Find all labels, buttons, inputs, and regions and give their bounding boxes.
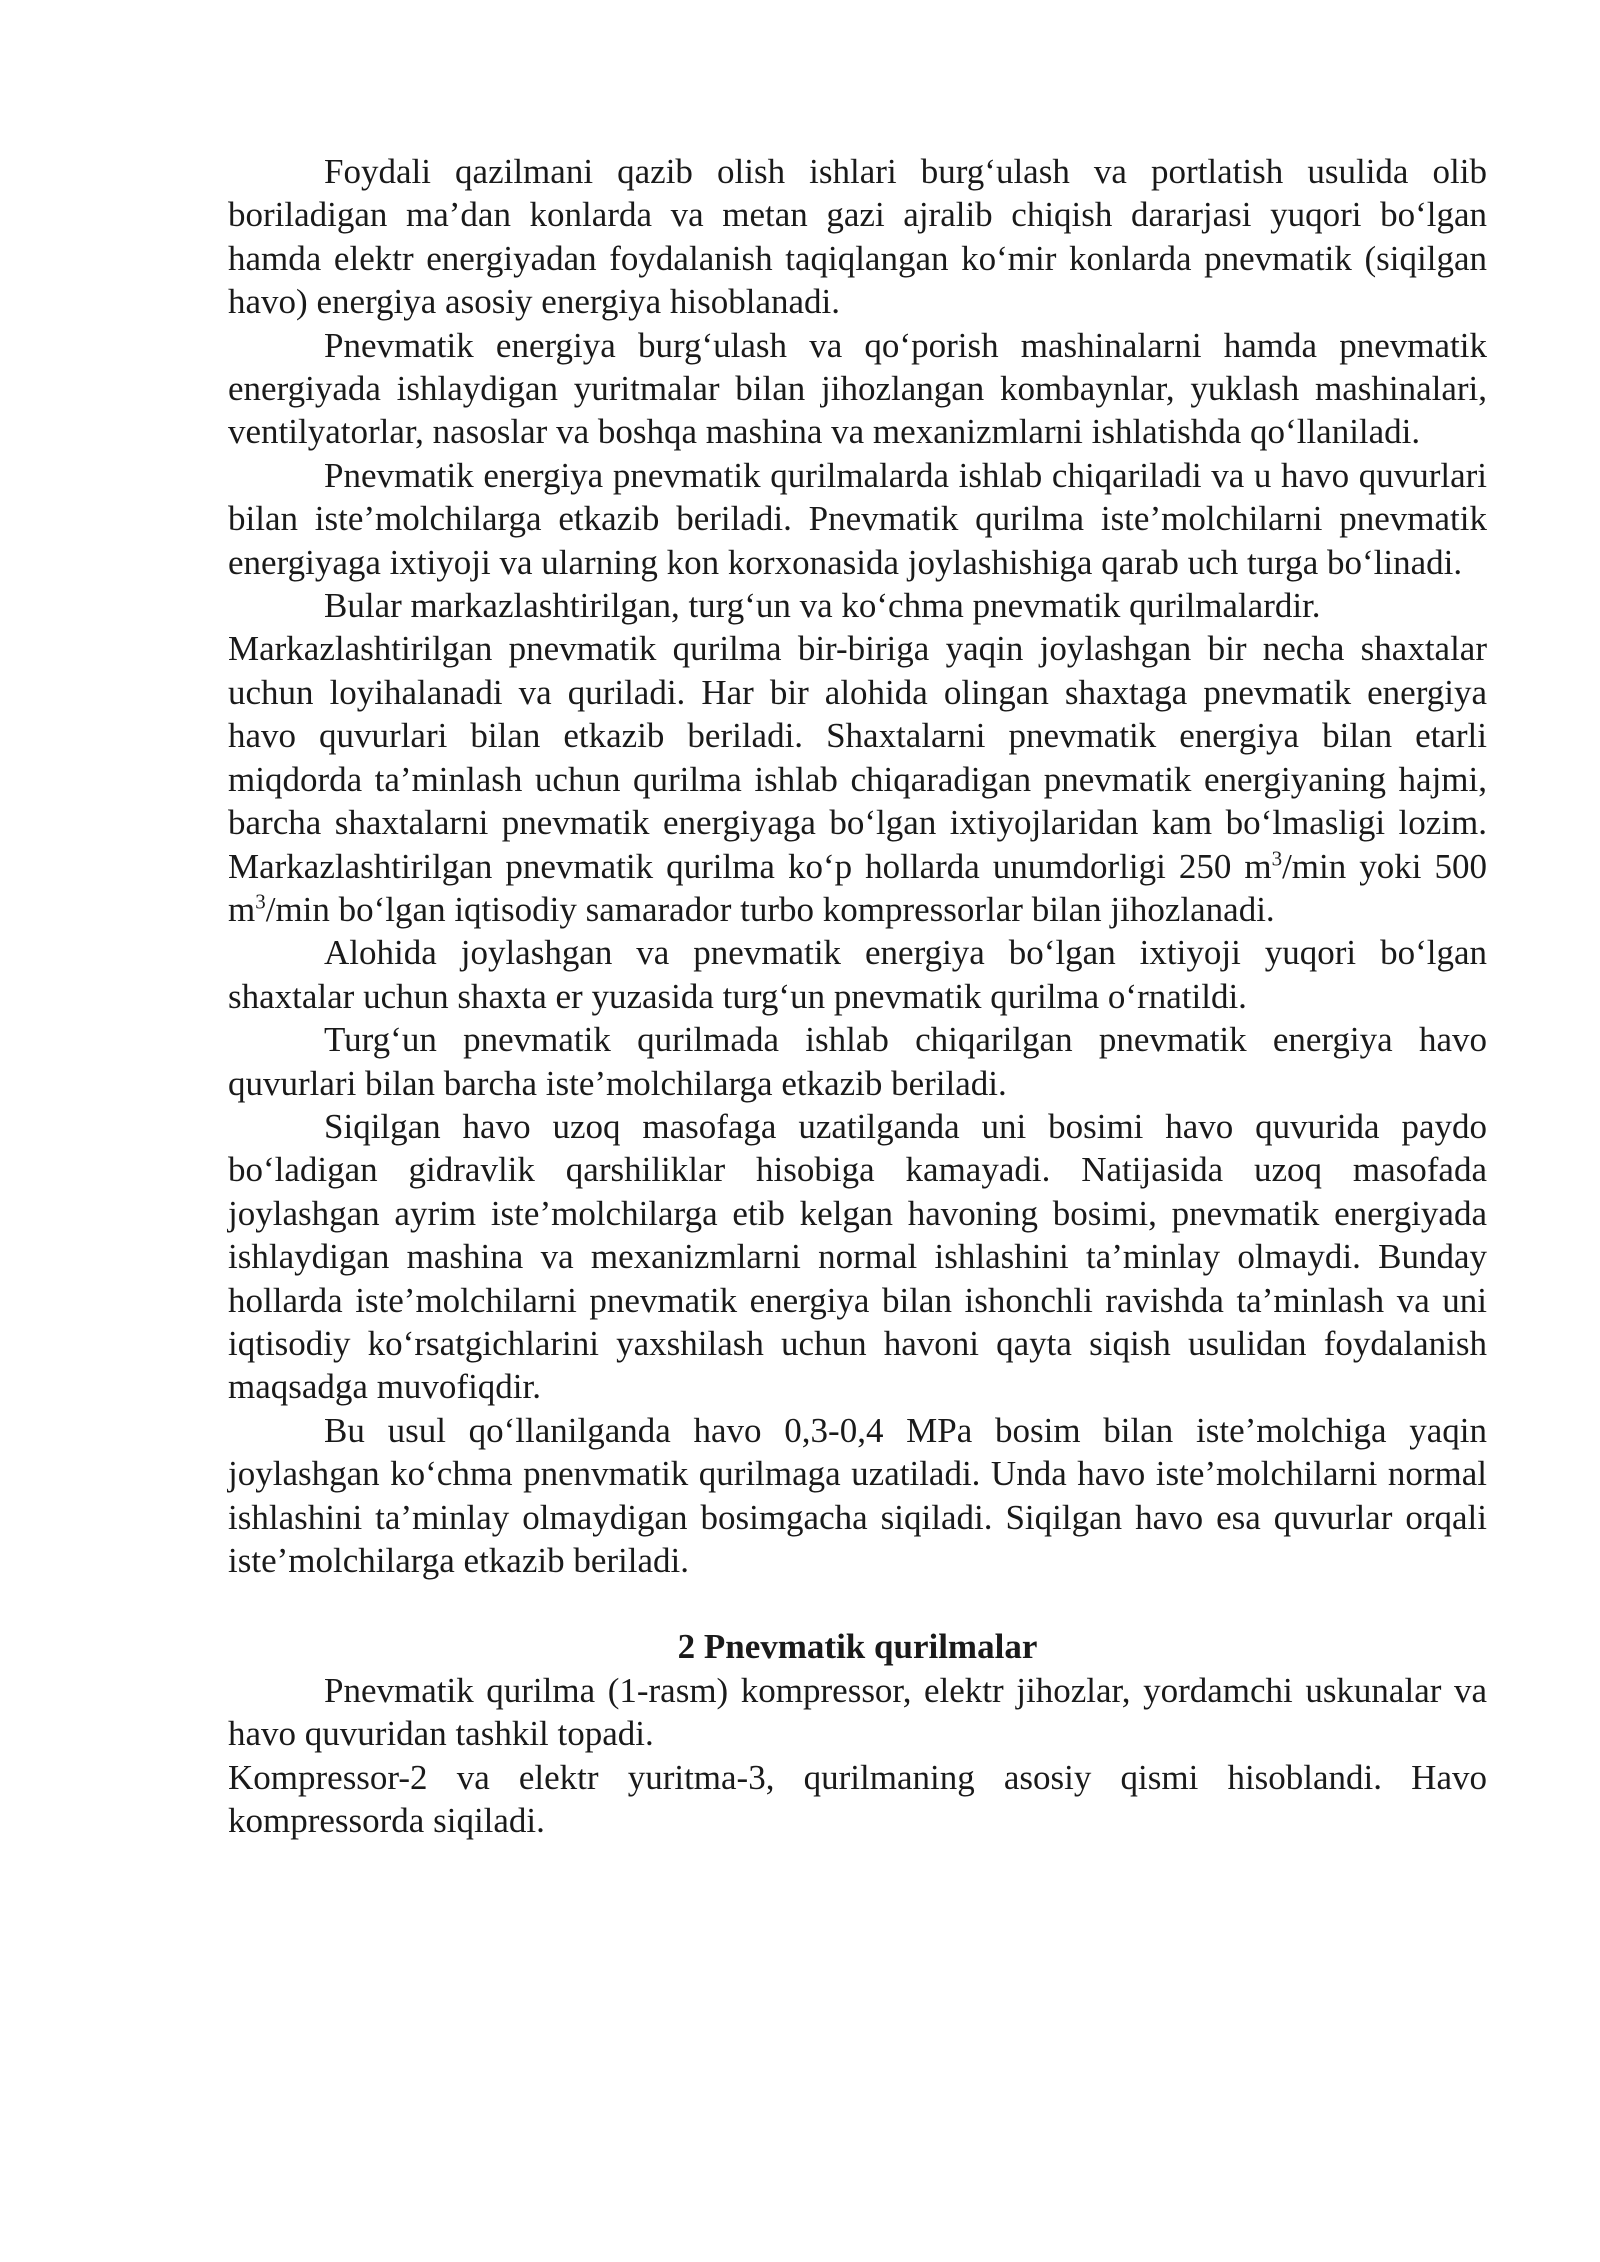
paragraph-intro: Foydali qazilmani qazib olish ishlari burg‘ulash va portlatish usulida olib boriladigan ma’dan konlarda va metan gazi ajralib chiqish dararjasi yuqori bo‘lgan hamda elektr energiyadan foydalanish taqiqlangan ko‘mir konlarda pnevmatik (siqilgan havo) energiya asosiy energiya hisoblanadi.: [228, 152, 1487, 322]
superscript-cube: 3: [1271, 845, 1283, 870]
paragraph-centralized-text: Markazlashtirilgan pnevmatik qurilma bir-biriga yaqin joylashgan bir necha shaxtalar uchun loyihalanadi va quriladi. Har bir alohida olingan shaxtaga pnevmatik energiya havo quvurlari bilan etkazib beriladi. Shaxtalarni pnevmatik energiya bilan etarli miqdorda ta’minlash uchun qurilma ishlab chiqaradigan pnevmatik energiyaning hajmi, barcha shaxtalarni pnevmatik energiyaga bo‘lgan ixtiyojlaridan kam bo‘lmasligi lozim. Markazlashtirilgan pnevmatik qurilma ko‘p hollarda unumdorligi 250 m: [228, 629, 1487, 886]
paragraph-centralized-text-2: /min yoki 500 m: [228, 846, 1487, 929]
paragraph-installation-components: Pnevmatik qurilma (1-rasm) kompressor, elektr jihozlar, yordamchi uskunalar va havo quvuridan tashkil topadi.: [228, 1670, 1487, 1754]
paragraph-compressor: Kompressor-2 va elektr yuritma-3, qurilmaning asosiy qismi hisoblandi. Havo kompressorda siqiladi.: [228, 1757, 1487, 1841]
paragraph-stationary-delivery: Turg‘un pnevmatik qurilmada ishlab chiqarilgan pnevmatik energiya havo quvurlari bilan barcha iste’molchilarga etkazib beriladi.: [228, 1020, 1487, 1103]
paragraph-centralized-text-3: /min bo‘lgan iqtisodiy samarador turbo kompressorlar bilan jihozlanadi.: [265, 889, 1275, 929]
superscript-cube: 3: [255, 889, 266, 914]
paragraph-pressure-loss: Siqilgan havo uzoq masofaga uzatilganda uni bosimi havo quvurida paydo bo‘ladigan gidravlik qarshiliklar hisobiga kamayadi. Natijasida uzoq masofada joylashgan ayrim iste’molchilarga etib kelgan havoning bosimi, pnevmatik energiyada ishlaydigan mashina va mexanizmlarni normal ishlashini ta’minlay olmaydi. Bunday hollarda iste’molchilarni pnevmatik energiya bilan ishonchli ravishda ta’minlash va uni iqtisodiy ko‘rsatgichlarini yaxshilash uchun havoni qayta siqish usulidan foydalanish maqsadga muvofiqdir.: [228, 1106, 1487, 1407]
section-heading: 2 Pnevmatik qurilmalar: [677, 1627, 1038, 1667]
paragraph-stationary-installation: Alohida joylashgan va pnevmatik energiya bo‘lgan ixtiyoji yuqori bo‘lgan shaxtalar uchun shaxta er yuzasida turg‘un pnevmatik qurilma o‘rnatildi.: [228, 933, 1487, 1016]
paragraph-recompression: Bu usul qo‘llanilganda havo 0,3-0,4 MPa bosim bilan iste’molchiga yaqin joylashgan ko‘chma pnenvmatik qurilmaga uzatiladi. Unda havo iste’molchilarni normal ishlashini ta’minlay olmaydigan bosimgacha siqiladi. Siqilgan havo esa quvurlar orqali iste’molchilarga etkazib beriladi.: [228, 1410, 1487, 1580]
paragraph-centralized: [228, 627, 1487, 931]
paragraph-types: Bular markazlashtirilgan, turg‘un va ko‘chma pnevmatik qurilmalardir.: [324, 586, 1321, 626]
paragraph-pneumatic-usage: Pnevmatik energiya burg‘ulash va qo‘porish mashinalarni hamda pnevmatik energiyada ishlaydigan yuritmalar bilan jihozlangan kombaynlar, yuklash mashinalari, ventilyatorlar, nasoslar va boshqa mashina va mexanizmlarni ishlatishda qo‘llaniladi.: [228, 325, 1487, 452]
paragraph-pneumatic-production: Pnevmatik energiya pnevmatik qurilmalarda ishlab chiqariladi va u havo quvurlari bilan iste’molchilarga etkazib beriladi. Pnevmatik qurilma iste’molchilarni pnevmatik energiyaga ixtiyoji va ularning kon korxonasida joylashishiga qarab uch turga bo‘linadi.: [228, 455, 1487, 582]
document-page: [228, 150, 1487, 1842]
